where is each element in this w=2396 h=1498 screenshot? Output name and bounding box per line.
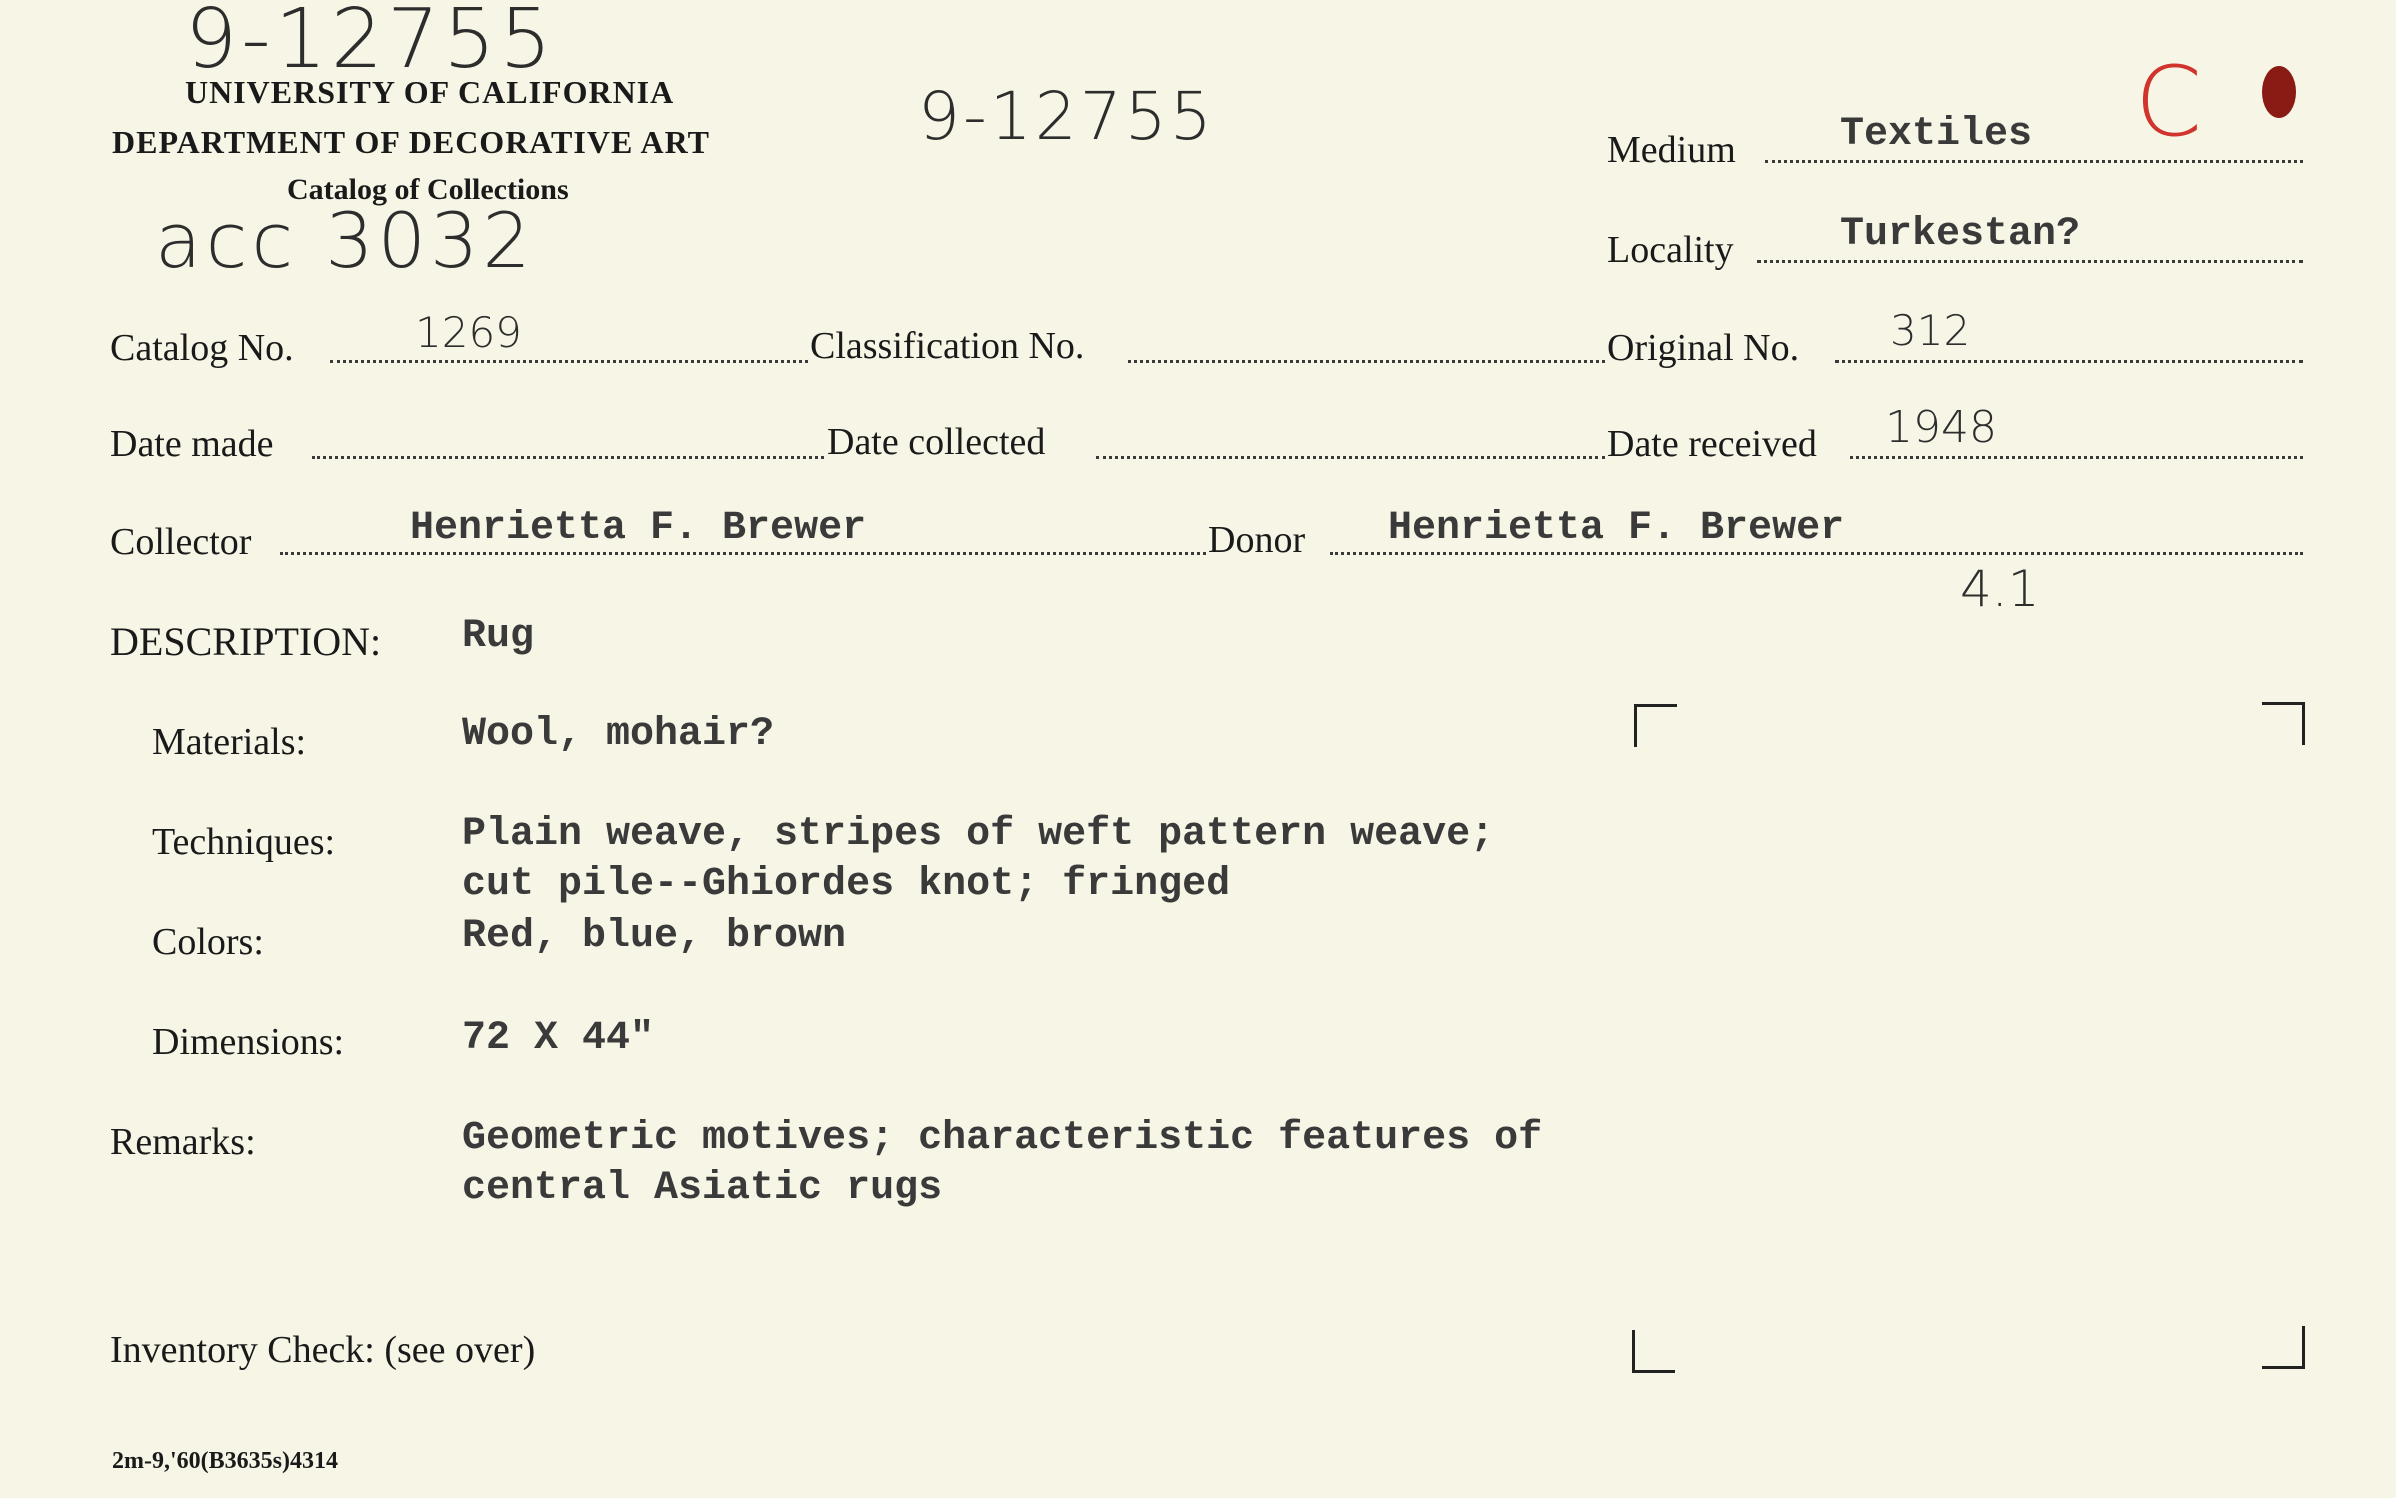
print-code: 2m-9,'60(B3635s)4314 bbox=[112, 1448, 338, 1474]
date-received-label: Date received bbox=[1607, 423, 1817, 465]
remarks-line-1: Geometric motives; characteristic features of bbox=[462, 1116, 1543, 1161]
header-university: UNIVERSITY OF CALIFORNIA bbox=[185, 74, 675, 110]
original-no-label: Original No. bbox=[1607, 327, 1800, 369]
handwritten-margin-note: 4.1 bbox=[1960, 560, 2040, 618]
catalog-no-value: 1269 bbox=[415, 308, 522, 357]
remarks-label: Remarks: bbox=[110, 1121, 256, 1163]
corner-bracket-top-right bbox=[2262, 702, 2305, 745]
corner-bracket-bottom-left bbox=[1632, 1330, 1675, 1373]
locality-value: Turkestan? bbox=[1840, 212, 2081, 257]
dimensions-value: 72 X 44" bbox=[462, 1016, 655, 1061]
red-letter-mark: C bbox=[2135, 46, 2203, 158]
description-label: DESCRIPTION: bbox=[110, 619, 382, 664]
header-catalog: Catalog of Collections bbox=[287, 173, 569, 206]
description-value: Rug bbox=[462, 614, 535, 659]
handwritten-mid-number: 9-12755 bbox=[918, 78, 1215, 155]
handwritten-acc-number: acc 3032 bbox=[155, 196, 535, 285]
handwritten-top-number: 9-12755 bbox=[185, 0, 556, 87]
techniques-label: Techniques: bbox=[152, 821, 336, 863]
date-collected-label: Date collected bbox=[827, 421, 1046, 463]
corner-bracket-bottom-right bbox=[2262, 1326, 2305, 1369]
collector-label: Collector bbox=[110, 521, 252, 563]
colors-label: Colors: bbox=[152, 921, 264, 963]
locality-label: Locality bbox=[1607, 229, 1734, 271]
medium-label: Medium bbox=[1607, 129, 1736, 171]
original-no-value: 312 bbox=[1890, 306, 1971, 355]
techniques-line-2: cut pile--Ghiordes knot; fringed bbox=[462, 862, 1231, 907]
techniques-line-1: Plain weave, stripes of weft pattern weave; bbox=[462, 812, 1495, 857]
materials-label: Materials: bbox=[152, 721, 307, 763]
colors-value: Red, blue, brown bbox=[462, 914, 847, 959]
remarks-line-2: central Asiatic rugs bbox=[462, 1166, 943, 1211]
inventory-check: Inventory Check: (see over) bbox=[110, 1329, 536, 1371]
donor-value: Henrietta F. Brewer bbox=[1388, 506, 1845, 551]
red-ink-dot bbox=[2262, 66, 2296, 118]
date-received-value: 1948 bbox=[1885, 402, 1997, 453]
date-made-label: Date made bbox=[110, 423, 274, 465]
header-department: DEPARTMENT OF DECORATIVE ART bbox=[112, 124, 710, 160]
materials-value: Wool, mohair? bbox=[462, 712, 775, 757]
collector-value: Henrietta F. Brewer bbox=[410, 506, 867, 551]
catalog-no-label: Catalog No. bbox=[110, 327, 294, 369]
dimensions-label: Dimensions: bbox=[152, 1021, 345, 1063]
donor-label: Donor bbox=[1208, 519, 1306, 561]
corner-bracket-top-left bbox=[1634, 704, 1677, 747]
medium-value: Textiles bbox=[1840, 112, 2033, 157]
classification-no-label: Classification No. bbox=[810, 325, 1085, 367]
